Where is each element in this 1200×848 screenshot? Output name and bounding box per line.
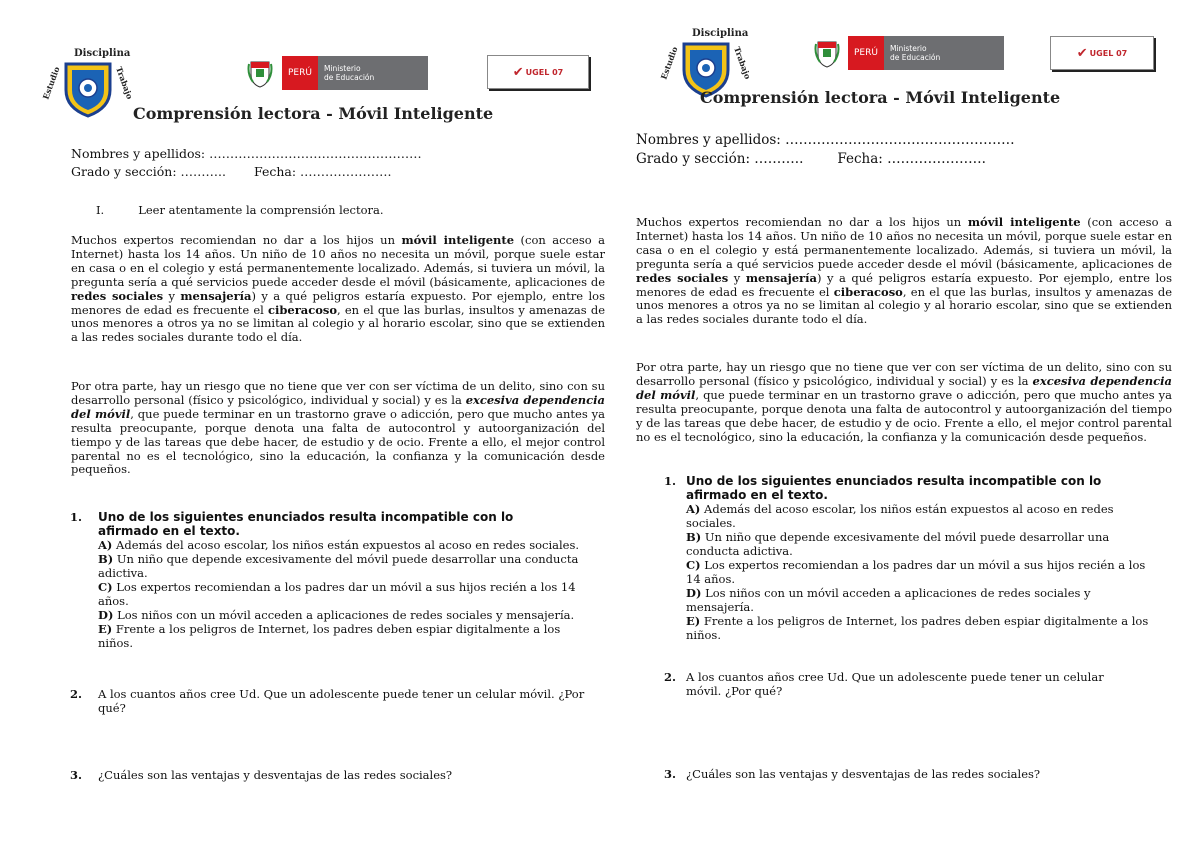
question-3	[70, 768, 610, 782]
motto-top-text: Disciplina	[692, 28, 749, 39]
ministry-line2: de Educación	[889, 53, 941, 62]
question-number: 3.	[70, 768, 83, 782]
option-d: D) Los niños con un móvil acceden a aplicaciones de redes sociales y mensajería.	[686, 586, 1091, 614]
reading-paragraph-2: Por otra parte, hay un riesgo que no tiene que ver con ser víctima de un delito, sino con su desarrollo personal (físico y psicológico, individual y social) y es la excesiva dependencia del móvil, que puede terminar en un trastorno grave o adicción, pero que mucho antes ya resulta preocupante, porque denota una falta de autocontrol y autoorganización del tiempo y de las tareas que debe hacer, de estudio y de ocio. Frente a ello, el mejor control parental no es el tecnológico, sino la educación, la confianza y la comunicación desde pequeños.	[636, 360, 1172, 444]
question-2	[664, 670, 1164, 698]
peru-coat-of-arms-icon	[247, 58, 273, 88]
motto-left-text: Estudio	[658, 45, 680, 81]
question-stem: ¿Cuáles son las ventajas y desventajas de las redes sociales?	[98, 768, 453, 782]
question-number: 2.	[664, 670, 677, 684]
motto-top-text: Disciplina	[74, 48, 131, 59]
motto-right-text: Trabajo	[732, 45, 754, 81]
ugel-label: UGEL 07	[525, 67, 564, 77]
question-number: 3.	[664, 767, 677, 781]
ministry-label	[318, 56, 428, 90]
page-title: Comprensión lectora - Móvil Inteligente	[133, 104, 494, 123]
option-c: C) Los expertos recomiendan a los padres dar un móvil a sus hijos recién a los 14 años.	[98, 580, 576, 608]
ministry-line2: de Educación	[323, 73, 375, 82]
question-number: 1.	[70, 510, 83, 524]
grade-field	[71, 164, 392, 179]
instruction-number: I.	[96, 203, 105, 217]
reading-paragraph-1: Muchos expertos recomiendan no dar a los hijos un móvil inteligente (con acceso a Internet) hasta los 14 años. Un niño de 10 años no necesita un móvil, porque suele estar en casa o en el colegio y está permanentemente localizado. Además, si tuviera un móvil, la pregunta sería a qué servicios puede acceder desde el móvil (básicamente, aplicaciones de redes sociales y mensajería) y a qué peligros estaría expuesto. Por ejemplo, entre los menores de edad es frecuente el ciberacoso, en el que las burlas, insultos y amenazas de unos menores a otros ya no se limitan al colegio y al horario escolar, sino que se extienden a las redes sociales durante todo el día.	[71, 233, 606, 345]
option-c: C) Los expertos recomiendan a los padres dar un móvil a sus hijos recién a los 14 años.	[686, 558, 1146, 586]
question-3	[664, 767, 1164, 781]
option-e: E) Frente a los peligros de Internet, los padres deben espiar digitalmente a los niños.	[686, 614, 1149, 642]
option-a: A) Además del acoso escolar, los niños están expuestos al acoso en redes sociales.	[686, 502, 1114, 530]
ugel-logo	[1050, 36, 1154, 70]
option-b: B) Un niño que depende excesivamente del móvil puede desarrollar una conducta adictiva.	[98, 552, 579, 580]
ministry-line1: Ministerio	[889, 44, 927, 53]
name-field: Nombres y apellidos: ……………………………………………	[636, 132, 1015, 148]
question-1	[70, 510, 610, 650]
question-number: 1.	[664, 474, 677, 488]
worksheet-right	[600, 0, 1200, 848]
question-stem: Uno de los siguientes enunciados resulta incompatible con lo afirmado en el texto.	[686, 474, 1102, 502]
question-stem: ¿Cuáles son las ventajas y desventajas de las redes sociales?	[686, 767, 1041, 781]
checkmark-icon: ✔	[512, 64, 524, 80]
reading-paragraph-2: Por otra parte, hay un riesgo que no tiene que ver con ser víctima de un delito, sino con su desarrollo personal (físico y psicológico, individual y social) y es la excesiva dependencia del móvil, que puede terminar en un trastorno grave o adicción, pero que mucho antes ya resulta preocupante, porque denota una falta de autocontrol y autoorganización del tiempo y de las tareas que debe hacer, de estudio y de ocio. Frente a ello, el mejor control parental no es el tecnológico, sino la educación, la confianza y la comunicación desde pequeños.	[71, 379, 605, 477]
date-label: Fecha: ………………….	[253, 164, 392, 179]
option-b: B) Un niño que depende excesivamente del móvil puede desarrollar una conducta adictiva.	[686, 530, 1110, 558]
page-title: Comprensión lectora - Móvil Inteligente	[700, 88, 1061, 107]
ugel-label: UGEL 07	[1089, 48, 1128, 58]
ministry-logo	[848, 36, 1004, 70]
ministry-label	[884, 36, 1004, 70]
date-label: Fecha: ………………….	[837, 151, 986, 167]
reading-paragraph-1: Muchos expertos recomiendan no dar a los hijos un móvil inteligente (con acceso a Internet) hasta los 14 años. Un niño de 10 años no necesita un móvil, porque suele estar en casa o en el colegio y está permanentemente localizado. Además, si tuviera un móvil, la pregunta sería a qué servicios puede acceder desde el móvil (básicamente, aplicaciones de redes sociales y mensajería) y a qué peligros estaría expuesto. Por ejemplo, entre los menores de edad es frecuente el ciberacoso, en el que las burlas, insultos y amenazas de unos menores a otros ya no se limitan al colegio y al horario escolar, sino que se extienden a las redes sociales durante todo el día.	[636, 215, 1173, 327]
option-e: E) Frente a los peligros de Internet, los padres deben espiar digitalmente a los niños.	[98, 622, 561, 650]
option-a: A) Además del acoso escolar, los niños están expuestos al acoso en redes sociales.	[98, 538, 580, 552]
question-number: 2.	[70, 687, 83, 701]
ministry-line1: Ministerio	[323, 64, 361, 73]
question-1	[664, 474, 1164, 642]
peru-coat-of-arms-icon	[814, 38, 840, 68]
school-logo	[38, 44, 138, 124]
motto-right-text: Trabajo	[114, 65, 136, 101]
checkmark-icon: ✔	[1076, 45, 1088, 61]
question-stem: A los cuantos años cree Ud. Que un adolescente puede tener un celular móvil. ¿Por qué?	[686, 670, 1104, 698]
peru-label: PERÚ	[282, 56, 318, 90]
peru-label: PERÚ	[848, 36, 884, 70]
grade-label: Grado y sección: ………..	[636, 151, 804, 167]
ministry-logo	[282, 56, 428, 90]
grade-field	[636, 151, 986, 167]
name-field: Nombres y apellidos: ……………………………………………	[71, 146, 422, 161]
grade-label: Grado y sección: ………..	[71, 164, 226, 179]
motto-left-text: Estudio	[40, 65, 62, 101]
question-stem: Uno de los siguientes enunciados resulta incompatible con lo afirmado en el texto.	[98, 510, 514, 538]
instruction	[96, 203, 384, 217]
question-2	[70, 687, 610, 715]
option-d: D) Los niños con un móvil acceden a aplicaciones de redes sociales y mensajería.	[98, 608, 575, 622]
question-stem: A los cuantos años cree Ud. Que un adolescente puede tener un celular móvil. ¿Por qué?	[98, 687, 585, 715]
ugel-logo	[487, 55, 589, 89]
instruction-text: Leer atentamente la comprensión lectora.	[138, 203, 384, 217]
